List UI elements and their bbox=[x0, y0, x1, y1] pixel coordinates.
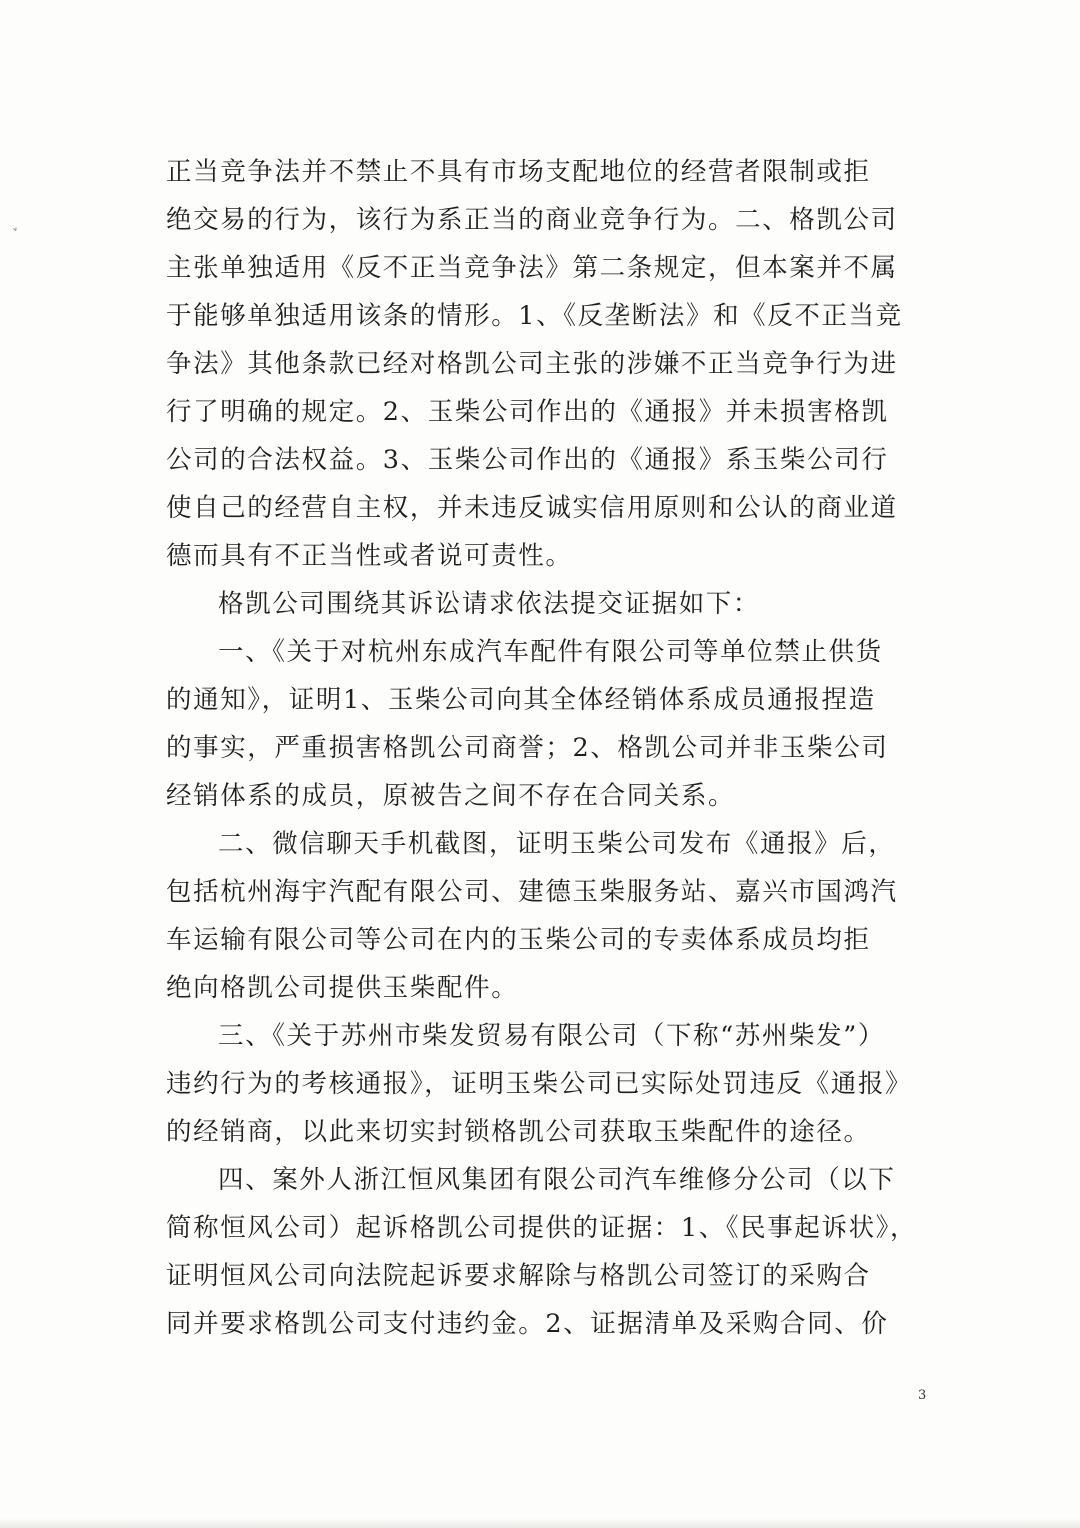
text-line: 公司的合法权益。3、玉柴公司作出的《通报》系玉柴公司行 bbox=[166, 445, 889, 475]
text-line: 的通知》，证明1、玉柴公司向其全体经销体系成员通报捏造 bbox=[166, 685, 876, 715]
paragraph-start-line: 三、《关于苏州市柴发贸易有限公司（下称“苏州柴发”） bbox=[218, 1021, 885, 1051]
text-line: 同并要求格凯公司支付违约金。2、证据清单及采购合同、价 bbox=[166, 1309, 889, 1339]
text-line: 主张单独适用《反不正当竞争法》第二条规定，但本案并不属 bbox=[166, 253, 898, 283]
scan-speck-mark: ˅ bbox=[11, 225, 23, 241]
scan-bottom-edge bbox=[0, 1518, 1080, 1528]
text-line: 的经销商，以此来切实封锁格凯公司获取玉柴配件的途径。 bbox=[166, 1117, 871, 1147]
paragraph-start-line: 格凯公司围绕其诉讼请求依法提交证据如下： bbox=[218, 589, 761, 619]
text-line: 德而具有不正当性或者说可责性。 bbox=[166, 541, 573, 571]
text-line: 使自己的经营自主权，并未违反诚实信用原则和公认的商业道 bbox=[166, 493, 898, 523]
body-text bbox=[166, 148, 936, 1348]
text-line: 正当竞争法并不禁止不具有市场支配地位的经营者限制或拒 bbox=[166, 157, 871, 187]
page-number: 3 bbox=[918, 1388, 927, 1403]
paragraph-start-line: 一、《关于对杭州东成汽车配件有限公司等单位禁止供货 bbox=[218, 637, 883, 667]
text-line: 简称恒风公司）起诉格凯公司提供的证据：1、《民事起诉状》， bbox=[166, 1213, 918, 1243]
text-line: 包括杭州海宇汽配有限公司、建德玉柴服务站、嘉兴市国鸿汽 bbox=[166, 877, 898, 907]
text-line: 的事实，严重损害格凯公司商誉；2、格凯公司并非玉柴公司 bbox=[166, 733, 889, 763]
paragraph-start-line: 四、案外人浙江恒风集团有限公司汽车维修分公司（以下 bbox=[218, 1165, 896, 1195]
text-line: 车运输有限公司等公司在内的玉柴公司的专卖体系成员均拒 bbox=[166, 925, 871, 955]
text-line: 行了明确的规定。2、玉柴公司作出的《通报》并未损害格凯 bbox=[166, 397, 889, 427]
text-line: 绝向格凯公司提供玉柴配件。 bbox=[166, 973, 519, 1003]
text-line: 绝交易的行为，该行为系正当的商业竞争行为。二、格凯公司 bbox=[166, 205, 898, 235]
text-line: 于能够单独适用该条的情形。1、《反垄断法》和《反不正当竞 bbox=[166, 301, 903, 331]
text-line: 经销体系的成员，原被告之间不存在合同关系。 bbox=[166, 781, 736, 811]
text-line: 违约行为的考核通报》，证明玉柴公司已实际处罚违反《通报》 bbox=[166, 1069, 913, 1099]
paragraph-start-line: 二、微信聊天手机截图，证明玉柴公司发布《通报》后， bbox=[218, 829, 896, 859]
text-line: 证明恒风公司向法院起诉要求解除与格凯公司签订的采购合 bbox=[166, 1261, 871, 1291]
text-line: 争法》其他条款已经对格凯公司主张的涉嫌不正当竞争行为进 bbox=[166, 349, 898, 379]
